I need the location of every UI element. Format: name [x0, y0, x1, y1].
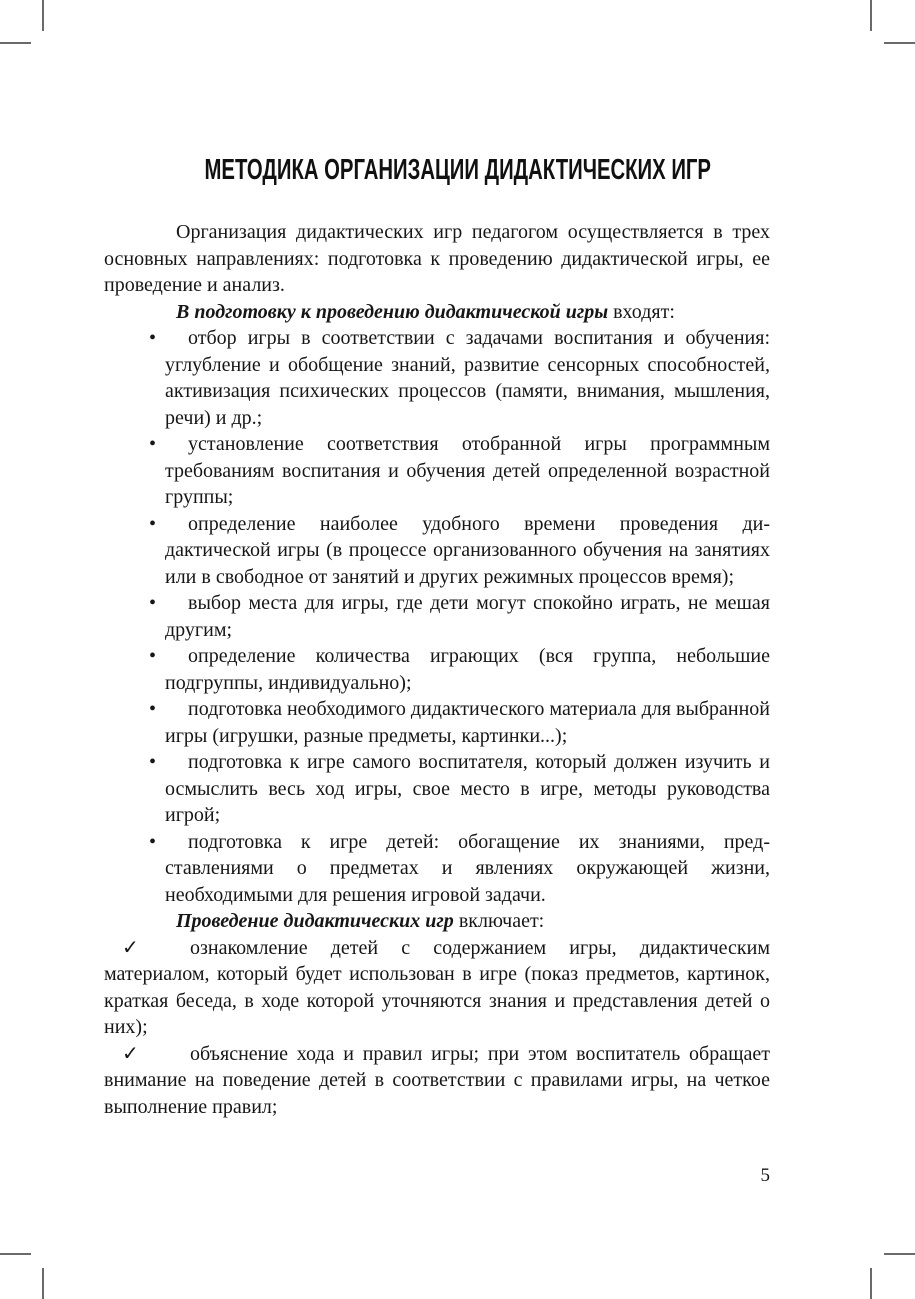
page-number: 5 [760, 1165, 770, 1186]
bullet-icon: • [149, 830, 157, 853]
list-item-text: выбор места для игры, где дети могут спокойно играть, не мешая другим; [165, 592, 770, 641]
crop-mark-bottom-left-horizontal [0, 1253, 31, 1255]
list-item [104, 935, 770, 1041]
crop-mark-top-left-vertical [42, 0, 44, 31]
page-title-text: МЕТОДИКА ОРГАНИЗАЦИИ ДИДАКТИЧЕСКИХ ИГР [204, 154, 711, 187]
bullet-icon: • [149, 592, 157, 614]
section-heading-preparation [104, 299, 770, 326]
list-item [104, 749, 770, 829]
bullet-icon: • [149, 751, 157, 773]
crop-mark-top-right-vertical [870, 0, 872, 31]
crop-mark-top-left-horizontal [0, 42, 31, 44]
bullet-icon: • [149, 645, 157, 667]
conduct-list [104, 935, 770, 1121]
list-item-text: отбор игры в соответствии с задачами воспитания и обучения: углубление и обобщение знаний, развитие сенсорных способностей, активизация психических процессов (памяти, внимания, мышления, речи) и др.; [165, 327, 770, 429]
list-item [104, 431, 770, 511]
list-item-text: установление соответствия отобранной игры программным требованиям воспитания и обучения детей определенной возрастной группы; [165, 433, 770, 508]
section-heading-preparation-rest: входят: [608, 300, 675, 323]
list-item [104, 1041, 770, 1121]
list-item [104, 590, 770, 643]
section-heading-preparation-lead: В подготовку к проведению дидактической игры [176, 300, 609, 323]
checkmark-icon: ✓ [122, 1042, 139, 1065]
bullet-icon: • [149, 327, 157, 349]
list-item [104, 511, 770, 591]
checkmark-icon: ✓ [122, 936, 139, 959]
list-item-text: определение наиболее удобного времени проведения дидактической игры (в процессе организованного обучения на занятиях или в свободное от занятий и других режимных процессов время); [165, 512, 770, 588]
list-item-text: подготовка к игре самого воспитателя, который должен изучить и осмыслить весь ход игры, свое место в игре, методы руководства игрой; [165, 751, 770, 826]
list-item [104, 696, 770, 749]
list-item [104, 643, 770, 696]
crop-mark-bottom-left-vertical [42, 1268, 44, 1299]
bullet-icon: • [149, 698, 157, 720]
crop-mark-bottom-right-horizontal [884, 1253, 915, 1255]
list-item-text: ознакомление детей с содержанием игры, дидактическим материалом, который будет использован в игре (показ предметов, картинок, краткая беседа, в ходе которой уточняются знания и представления детей о них); [104, 936, 770, 1038]
crop-mark-bottom-right-vertical [870, 1268, 872, 1299]
preparation-list [104, 325, 770, 908]
list-item-text: подготовка к игре детей: обогащение их знаниями, представлениями о предметах и явлениях окружающей жизни, необходимыми для решения игровой задачи. [165, 830, 770, 906]
intro-paragraph: Организация дидактических игр педагогом осуществляется в трех основных направлениях: подготовка к проведению дидактической игры, ее проведение и анализ. [104, 221, 770, 296]
bullet-icon: • [149, 512, 157, 535]
list-item-text: подготовка необходимого дидактического материала для выбранной игры (игрушки, разные предметы, картинки...); [165, 698, 770, 747]
page-title [0, 151, 915, 187]
list-item-text: объяснение хода и правил игры; при этом воспитатель обращает внимание на поведение детей в соответствии с правилами игры, на четкое выполнение правил; [104, 1042, 770, 1118]
crop-mark-top-right-horizontal [884, 42, 915, 44]
section-heading-conduct [104, 908, 770, 935]
bullet-icon: • [149, 433, 157, 455]
section-heading-conduct-lead: Проведение дидактических игр [176, 910, 454, 932]
section-heading-conduct-rest: включает: [453, 910, 545, 932]
list-item [104, 829, 770, 909]
document-body [104, 219, 770, 1120]
list-item [104, 325, 770, 431]
list-item-text: определение количества играющих (вся группа, небольшие подгруппы, индивидуально); [165, 645, 770, 694]
